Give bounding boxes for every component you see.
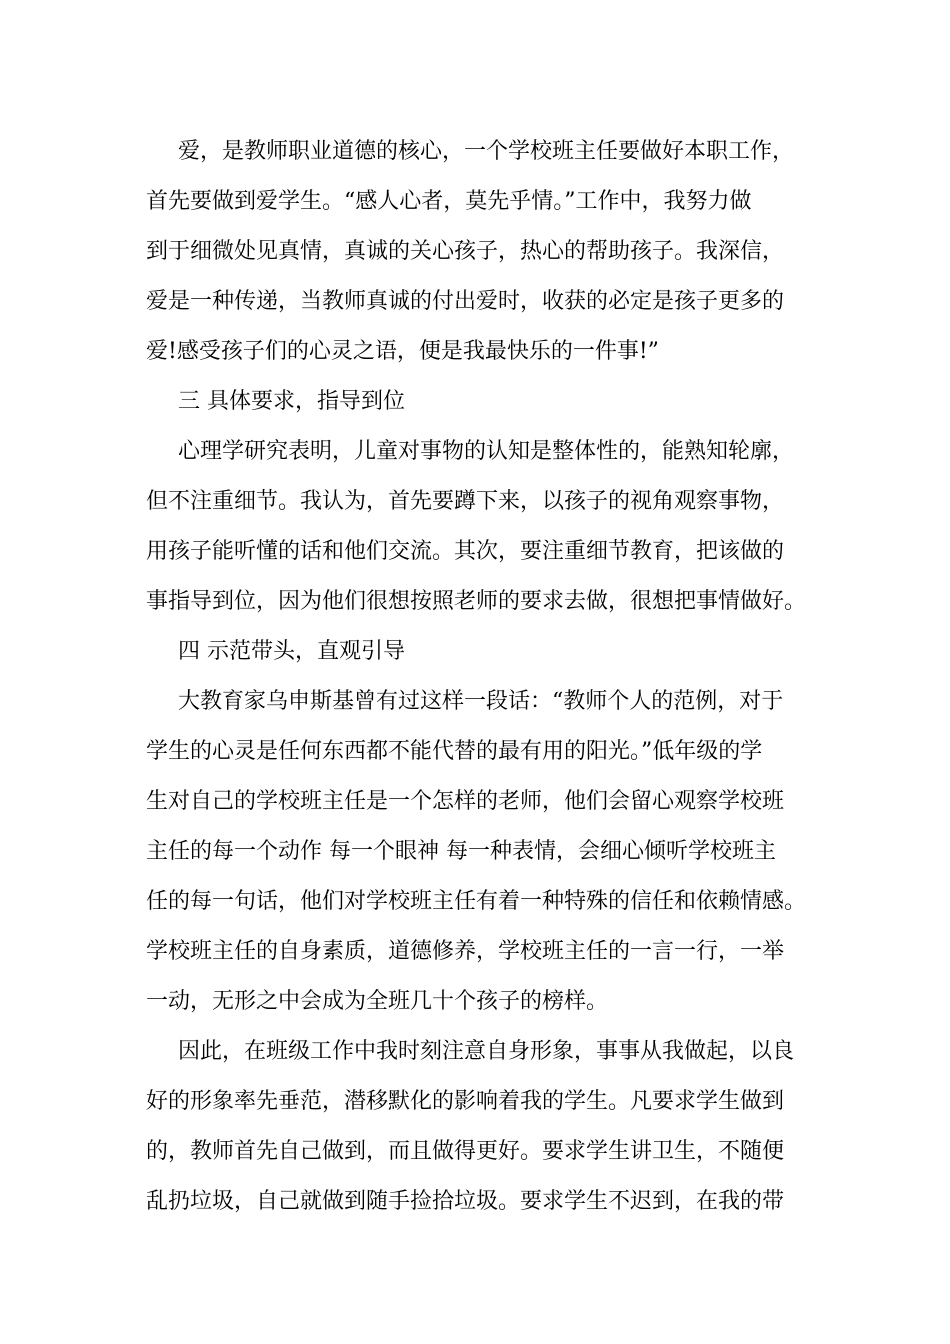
text-line: 爱!感受孩子们的心灵之语，便是我最快乐的一件事!” — [146, 339, 659, 364]
text-line: 爱是一种传递，当教师真诚的付出爱时，收获的必定是孩子更多的 — [146, 289, 785, 314]
text-line: 但不注重细节。我认为，首先要蹲下来，以孩子的视角观察事物， — [146, 489, 785, 514]
text-line: 心理学研究表明，儿童对事物的认知是整体性的，能熟知轮廓， — [178, 439, 795, 464]
text-line: 学校班主任的自身素质，道德修养，学校班主任的一言一行，一举 — [146, 939, 785, 964]
text-line: 好的形象率先垂范，潜移默化的影响着我的学生。凡要求学生做到 — [146, 1089, 785, 1114]
section-heading: 四 示范带头，直观引导 — [178, 639, 405, 664]
text-line: 主任的每一个动作 每一个眼神 每一种表情，会细心倾听学校班主 — [146, 839, 776, 864]
text-line: 首先要做到爱学生。“感人心者，莫先乎情。”工作中，我努力做 — [146, 189, 752, 214]
text-line: 爱，是教师职业道德的核心，一个学校班主任要做好本职工作， — [178, 139, 795, 164]
text-line: 用孩子能听懂的话和他们交流。其次，要注重细节教育，把该做的 — [146, 539, 785, 564]
text-line: 因此，在班级工作中我时刻注意自身形象，事事从我做起，以良 — [178, 1039, 795, 1064]
text-line: 到于细微处见真情，真诚的关心孩子，热心的帮助孩子。我深信， — [146, 239, 785, 264]
text-line: 乱扔垃圾，自己就做到随手捡拾垃圾。要求学生不迟到，在我的带 — [146, 1189, 785, 1214]
text-line: 事指导到位，因为他们很想按照老师的要求去做，很想把事情做好。 — [146, 589, 807, 614]
text-line: 大教育家乌申斯基曾有过这样一段话：“教师个人的范例，对于 — [178, 689, 784, 714]
text-line: 生对自己的学校班主任是一个怎样的老师，他们会留心观察学校班 — [146, 789, 785, 814]
text-line: 任的每一句话，他们对学校班主任有着一种特殊的信任和依赖情感。 — [146, 889, 807, 914]
text-line: 一动，无形之中会成为全班几十个孩子的榜样。 — [146, 989, 609, 1014]
section-heading: 三 具体要求，指导到位 — [178, 389, 405, 414]
text-line: 的，教师首先自己做到，而且做得更好。要求学生讲卫生，不随便 — [146, 1139, 785, 1164]
text-line: 学生的心灵是任何东西都不能代替的最有用的阳光。”低年级的学 — [146, 739, 763, 764]
